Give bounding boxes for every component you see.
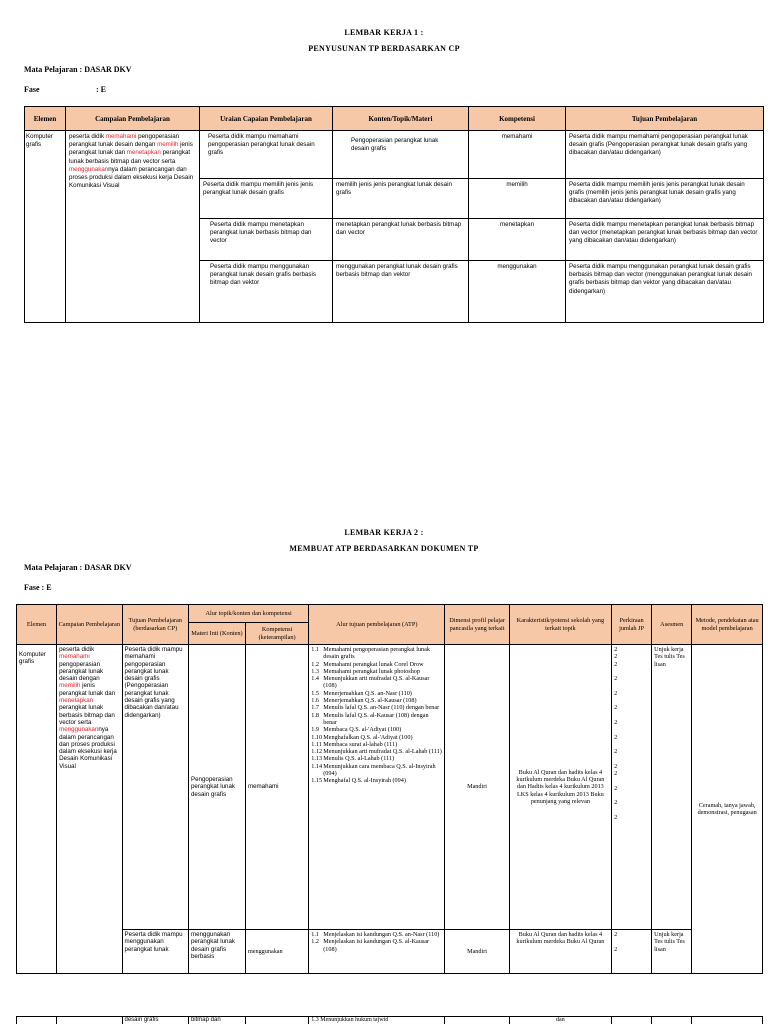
atp-item-number: 1.2 (311, 938, 319, 946)
sheet1-subject: Mata Pelajaran : DASAR DKV (24, 65, 132, 74)
table-row (17, 645, 763, 930)
jp-cell (612, 645, 652, 930)
header-kompetensi: Kompetensi (keterampilan) (245, 623, 308, 645)
header-alur-group: Alur topik/konten dan kompetensi (188, 605, 308, 623)
atp-item-text: Menjelaskan isi kandungan Q.S. al-Kausar (108) (323, 938, 430, 953)
jp-value (614, 726, 649, 733)
uraian-cell: Peserta didik mampu memahami pengoperasian perangkat lunak desain grafis (200, 131, 333, 179)
header-capaian: Campaian Pembelajaran (57, 605, 122, 645)
jp-value: 2 (614, 931, 618, 938)
metode-cell: Ceramah, tanya jawab, demonstrasi, penugasan (692, 645, 763, 974)
header-materi: Materi Inti (Konten) (188, 623, 245, 645)
table-row (17, 930, 763, 974)
jp-value: 2 (614, 733, 618, 741)
atp-item-text: Memahami perangkat lunak Corel Drow (323, 660, 424, 668)
cp-keyword: menggunakan (59, 726, 99, 734)
atp-item (311, 931, 442, 938)
tujuan-cell: desain grafis (122, 1017, 188, 1024)
jp-value: 2 (614, 704, 618, 712)
konten-cell: Pengoperasian perangkat lunak desain grafis (333, 131, 469, 179)
jp-value: 2 (614, 675, 618, 683)
jp-value (614, 792, 649, 799)
jp-value (614, 741, 649, 748)
dimensi-cell: Mandiri (445, 930, 509, 974)
atp-item (311, 741, 442, 748)
atp-item-text: Menunjukkan arti mufradat Q.S. al-Kausar (108) (323, 675, 430, 690)
atp-item-text: Menunjukkan arti mufradat Q.S. al-Lahab (111) (323, 748, 442, 756)
atp-table (16, 604, 763, 974)
cp-text: jenis perangkat lunak dan (69, 141, 193, 157)
atp-item-text: Menulis lafal Q.S. an-Nasr (110) dengan benar (323, 704, 440, 712)
atp-item (311, 755, 442, 762)
uraian-cell: Peserta didik mampu menetapkan perangkat lunak berbasis bitmap dan vector (200, 219, 333, 261)
cp-keyword: memahami (105, 133, 137, 140)
jp-cell (612, 930, 652, 974)
table-row (17, 1017, 763, 1024)
kompetensi-cell: menggunakan (245, 930, 308, 974)
atp-item-text: Membaca surat al-lahab (111) (323, 740, 398, 748)
cp-text: peserta didik (69, 133, 106, 140)
cp-keyword: memilih (59, 682, 81, 690)
atp-item-number: 1.13 (311, 755, 323, 763)
atp-item-number: 1.15 (311, 777, 323, 785)
atp-item-number: 1.9 (311, 726, 319, 734)
cp-keyword: memahami (59, 653, 90, 661)
atp-item (311, 661, 442, 668)
atp-cell (309, 645, 445, 930)
atp-item (311, 668, 442, 675)
atp-item-text: Menjelaskan isi kandungan Q.S. an-Nasr (110) (323, 931, 440, 938)
cp-text: nya dalam perancangan dan proses produksi dalam eksekusi kerja Desain Komunikasi Visual (59, 726, 117, 770)
atp-item-text: Menulis lafal Q.S. al-Kausar (108) dengan benar (323, 711, 429, 726)
asesmen-cell: Unjuk kerja Tes tulis Tes lisan (652, 930, 692, 974)
kompetensi-cell: memilih (469, 179, 566, 219)
atp-item (311, 704, 442, 711)
jp-value: 2 (614, 689, 618, 697)
header-tujuan: Tujuan Pembelajaran (berdasarkan CP) (122, 605, 188, 645)
jp-value: 2 (614, 770, 618, 778)
tujuan-cell: Peserta didik mampu memilih jenis jenis perangkat lunak desain grafis (memilih jenis jenis perangkat lunak desain grafis yang dibacakan dan/atau didengarkan) (566, 179, 764, 219)
header-dimensi: Dimensi profil pelajar pancasila yang terkait (445, 605, 509, 645)
capaian-cell (66, 131, 200, 323)
atp-item-number: 1.4 (311, 675, 319, 683)
atp-cell (309, 930, 445, 974)
sheet1-title-line1: LEMBAR KERJA 1 : (344, 28, 424, 37)
tujuan-cell: Peserta didik mampu memahami pengoperasian perangkat lunak desain grafis (Pengoperasian perangkat lunak desain grafis yang dibacakan dan/atau didengarkan) (122, 645, 188, 930)
cp-text: pengoperasian perangkat lunak desain dengan (59, 660, 104, 683)
jp-value (614, 938, 649, 945)
page-break (0, 976, 768, 1016)
tp-table-header (25, 107, 764, 131)
atp-item (311, 726, 442, 733)
atp-table-continuation (16, 1016, 763, 1024)
jp-value: 2 (614, 718, 618, 726)
atp-item-text: Menghafalkan Q.S. al-'Adiyat (100) (323, 733, 413, 741)
uraian-cell: Peserta didik mampu menggunakan perangkat lunak desain grafis berbasis bitmap dan vektor (200, 261, 333, 323)
atp-item-number: 1.8 (311, 711, 319, 719)
konten-cell: memilih jenis jenis perangkat lunak desain grafis (333, 179, 469, 219)
cp-keyword: memilih (157, 141, 179, 149)
asesmen-cell: Unjuk kerja Tes tulis Tes lisan (652, 645, 692, 930)
jp-value (614, 777, 649, 784)
atp-item (311, 646, 442, 661)
element-cell: Komputer grafis (17, 645, 57, 974)
atp-item (311, 690, 442, 697)
sheet2-phase: Fase : E (24, 583, 52, 592)
atp-item (311, 748, 442, 755)
materi-cell: menggunakan perangkat lunak desain grafis berbasis (188, 930, 245, 974)
atp-item (311, 712, 442, 727)
atp-item-text: Memahami pengoperasian perangkat lunak desain grafis (323, 646, 430, 661)
atp-item-number: 1.2 (311, 660, 319, 668)
jp-value: 2 (614, 646, 618, 653)
cp-text: pengoperasian perangkat lunak desain dengan (69, 133, 180, 149)
sheet1-title-line2: PENYUSUNAN TP BERDASARKAN CP (308, 44, 460, 53)
jp-value (614, 712, 649, 719)
atp-item-number: 1.14 (311, 762, 323, 770)
kompetensi-cell: menetapkan (469, 219, 566, 261)
jp-value: 2 (614, 945, 618, 953)
jp-value: 2 (614, 748, 618, 756)
header-atp: Alur tujuan pembelajaran (ATP) (309, 605, 445, 645)
header-uraian: Uraian Capaian Pembelajaran (200, 107, 333, 131)
atp-item (311, 763, 442, 778)
jp-value (614, 697, 649, 704)
cp-keyword: menggunakan (69, 165, 109, 173)
sheet1-phase-label: Fase (24, 85, 40, 94)
header-capaian: Campaian Pembelajaran (66, 107, 200, 131)
karakteristik-cell: dan (509, 1017, 611, 1024)
atp-item (311, 777, 442, 784)
cp-text: jenis perangkat lunak dan (59, 682, 116, 697)
dimensi-cell: Mandiri (445, 645, 509, 930)
jp-value (614, 755, 649, 762)
materi-cell: bitmap dan (188, 1017, 245, 1024)
header-asesmen: Asesmen (652, 605, 692, 645)
jp-value: 2 (614, 653, 618, 661)
atp-list (311, 646, 442, 785)
atp-table-header (17, 605, 763, 623)
capaian-cell (57, 645, 122, 974)
kompetensi-cell: memahami (469, 131, 566, 179)
header-elemen: Elemen (17, 605, 57, 645)
cp-text: peserta didik (59, 646, 95, 653)
atp-item-number: 1.1 (311, 931, 319, 938)
cp-text: perangkat lunak berbasis bitmap dan vector serta (59, 704, 115, 726)
tujuan-cell: Peserta didik mampu menggunakan perangkat lunak desain grafis berbasis bitmap dan vector (menggunakan perangkat lunak desain grafis berbasis bitmap dan vektor yang dibacakan dan/atau didengarkan) (566, 261, 764, 323)
header-metode: Metode, pendekatan atau model pembelajaran (692, 605, 763, 645)
atp-item-text: Menulis Q.S. al-Lahab (111) (323, 755, 395, 763)
atp-item-number: 1.1 (311, 646, 319, 653)
atp-item (311, 938, 442, 953)
tujuan-cell: Peserta didik mampu memahami pengoperasian perangkat lunak desain grafis (Pengoperasian perangkat lunak desain grafis yang dibacakan dan/atau didengarkan) (566, 131, 764, 179)
sheet2-subject: Mata Pelajaran : DASAR DKV (24, 563, 132, 572)
cp-keyword: menetapkan (59, 697, 94, 705)
tujuan-cell: Peserta didik mampu menggunakan perangkat lunak (122, 930, 188, 974)
jp-value: 2 (614, 784, 618, 792)
tujuan-cell: Peserta didik mampu menetapkan perangkat lunak berbasis bitmap dan vector (menetapkan perangkat lunak berbasis bitmap dan vector yang dibacakan dan/atau didengarkan) (566, 219, 764, 261)
kompetensi-cell: menggunakan (469, 261, 566, 323)
jp-value (614, 668, 649, 675)
atp-item-text: Menerjemahkan Q.S. an-Nasr (110) (323, 689, 412, 697)
header-kompetensi: Kompetensi (469, 107, 566, 131)
header-tujuan: Tujuan Pembelajaran (566, 107, 764, 131)
atp-item (311, 697, 442, 704)
jp-value (614, 682, 649, 689)
konten-cell: menggunakan perangkat lunak desain grafis berbasis bitmap dan vektor (333, 261, 469, 323)
sheet2-title-line2: MEMBUAT ATP BERDASARKAN DOKUMEN TP (289, 544, 479, 553)
header-jp: Perkiraan jumlah JP (612, 605, 652, 645)
atp-item-number: 1.11 (311, 740, 322, 748)
table-row (25, 131, 764, 179)
sheet2-title-line1: LEMBAR KERJA 2 : (344, 528, 424, 537)
atp-item (311, 734, 442, 741)
jp-value: 2 (614, 762, 618, 770)
atp-item-number: 1.5 (311, 689, 319, 697)
atp-item-number: 1.6 (311, 697, 319, 705)
atp-item-number: 1.10 (311, 733, 323, 741)
element-cell: Komputer grafis (25, 131, 66, 323)
atp-item-text: Membaca Q.S. al-'Adiyat (100) (323, 726, 402, 734)
sheet1-phase-value: : E (96, 85, 106, 94)
atp-item-number: 1.7 (311, 704, 319, 712)
jp-value: 2 (614, 799, 618, 807)
atp-item-number: 1.12 (311, 748, 323, 756)
header-karakteristik: Karakteristik/potensi sekolah yang terkait topik (509, 605, 611, 645)
atp-item (311, 675, 442, 690)
jp-value (614, 807, 649, 814)
cp-text: perangkat lunak berbasis bitmap dan vector serta (69, 149, 191, 165)
uraian-cell: Peserta didik mampu memilih jenis jenis perangkat lunak desain grafis (200, 179, 333, 219)
atp-item-text: Memahami perangkat lunak photoshop (323, 667, 420, 675)
atp-item-text: Menghafal Q.S. al-Insyirah (094) (323, 777, 406, 785)
cp-text: nya dalam perancangan dan proses produksi dalam eksekusi kerja Desain Komunikasi Visual (69, 165, 194, 190)
konten-cell: menetapkan perangkat lunak berbasis bitmap dan vector (333, 219, 469, 261)
atp-cell: 1.3 Menunjukkan hukum tajwid (309, 1017, 445, 1024)
karakteristik-cell: Buku Al Quran dan hadits kelas 4 kurikulum merdeka Buku Al Quran (509, 930, 611, 974)
karakteristik-cell: Buku Al Quran dan hadits kelas 4 kurikulum merdeka Buku Al Quran dan Hadits kelas 4 kurikulum 2013 LKS kelas 4 kurikulum 2013 Buku penunjang yang relevan (509, 645, 611, 930)
header-konten: Konten/Topik/Materi (333, 107, 469, 131)
jp-value: 2 (614, 813, 618, 821)
jp-value: 2 (614, 660, 618, 668)
materi-cell: Pengoperasian perangkat lunak desain grafis (188, 645, 245, 930)
atp-list (311, 931, 442, 953)
kompetensi-cell: memahami (245, 645, 308, 930)
tp-table (24, 106, 764, 323)
cp-keyword: menetapkan (126, 149, 161, 157)
atp-item-text: Menerjemahkan Q.S. al-Kausar (108) (323, 697, 417, 705)
atp-item-number: 1.3 (311, 667, 319, 675)
atp-item-text: Menunjukkan cara membaca Q.S. al-Insyirah (094) (323, 762, 436, 778)
header-elemen: Elemen (25, 107, 66, 131)
